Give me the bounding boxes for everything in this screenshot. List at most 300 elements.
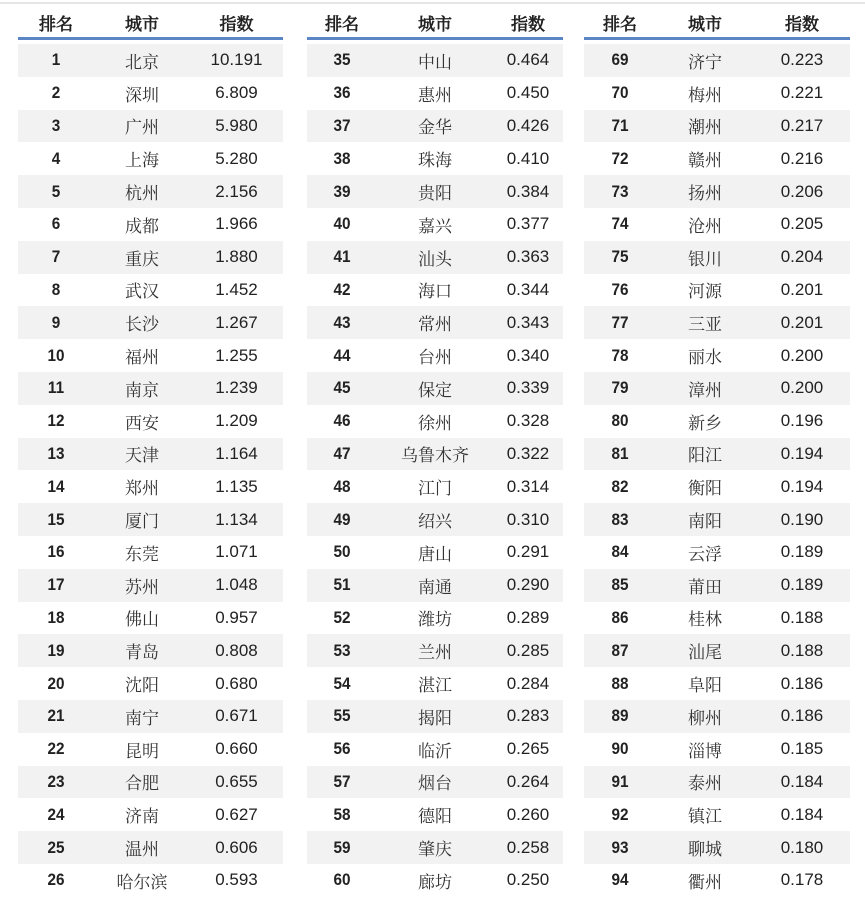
rank-cell: 94	[611, 870, 629, 890]
table-row	[584, 372, 850, 405]
rank-cell: 5	[51, 181, 61, 201]
index-value: 0.808	[215, 640, 258, 660]
rank-cell: 49	[333, 509, 351, 529]
table-row	[584, 634, 850, 667]
index-value: 0.593	[215, 870, 258, 890]
rank-cell: 51	[333, 575, 351, 595]
city-cell: 桂林	[688, 610, 722, 631]
index-value: 2.156	[215, 181, 258, 201]
table-row	[307, 208, 563, 241]
city-cell: 潮州	[688, 118, 722, 139]
rank-cell: 41	[333, 247, 351, 267]
table-row	[584, 306, 850, 339]
rank-cell: 38	[333, 148, 351, 168]
index-value: 0.363	[506, 247, 550, 267]
table-row	[584, 175, 850, 208]
table-row	[18, 175, 283, 208]
rank-cell: 12	[47, 411, 65, 431]
city-cell: 肇庆	[418, 840, 452, 861]
city-cell: 哈尔滨	[116, 872, 168, 893]
city-cell: 南宁	[125, 708, 159, 729]
city-cell: 烟台	[418, 774, 452, 795]
rank-cell: 8	[51, 279, 61, 299]
table-row	[307, 77, 563, 110]
index-value: 0.384	[506, 181, 550, 201]
rank-cell: 72	[611, 148, 629, 168]
table-row	[307, 503, 563, 536]
table-row	[584, 503, 850, 536]
table-row	[18, 503, 283, 536]
city-cell: 徐州	[418, 413, 452, 434]
table-row	[18, 536, 283, 569]
index-value: 0.284	[506, 673, 550, 693]
table-row	[307, 339, 563, 372]
index-value: 1.164	[215, 443, 258, 463]
table-row	[18, 339, 283, 372]
rank-cell: 44	[333, 345, 351, 365]
city-cell: 三亚	[688, 315, 722, 336]
index-value: 1.255	[215, 345, 258, 365]
ranking-table-2	[307, 8, 563, 897]
city-cell: 唐山	[418, 544, 452, 565]
city-cell: 合肥	[125, 774, 159, 795]
rank-cell: 52	[333, 607, 351, 627]
table-row	[584, 864, 850, 897]
table-row	[18, 438, 283, 471]
index-value: 0.265	[506, 739, 550, 759]
table-row	[18, 306, 283, 339]
rank-cell: 81	[611, 443, 629, 463]
rank-cell: 88	[611, 673, 629, 693]
index-value: 0.186	[780, 673, 824, 693]
rank-cell: 45	[333, 378, 351, 398]
rank-cell: 25	[47, 837, 65, 857]
table-row	[307, 667, 563, 700]
table-row	[307, 438, 563, 471]
index-value: 0.189	[780, 575, 824, 595]
rank-header: 排名	[39, 15, 73, 35]
index-value: 0.322	[506, 443, 550, 463]
table-row	[307, 405, 563, 438]
rank-cell: 83	[611, 509, 629, 529]
index-value: 0.464	[506, 50, 550, 70]
index-value: 0.377	[506, 214, 550, 234]
table-row	[18, 470, 283, 503]
city-cell: 西安	[125, 413, 159, 434]
rank-cell: 70	[611, 83, 629, 103]
table-row	[18, 405, 283, 438]
rank-cell: 22	[47, 739, 65, 759]
index-value: 0.178	[780, 870, 824, 890]
city-cell: 潍坊	[418, 610, 452, 631]
rank-cell: 13	[47, 443, 65, 463]
index-value: 0.680	[215, 673, 258, 693]
index-value: 0.180	[780, 837, 824, 857]
index-value: 0.606	[215, 837, 258, 857]
index-value: 0.200	[780, 378, 824, 398]
rank-cell: 24	[47, 804, 65, 824]
rank-cell: 40	[333, 214, 351, 234]
rank-cell: 14	[47, 476, 65, 496]
table-row	[584, 470, 850, 503]
table-header	[18, 8, 283, 40]
rank-cell: 53	[333, 640, 351, 660]
city-cell: 嘉兴	[418, 216, 452, 237]
rank-cell: 73	[611, 181, 629, 201]
table-row	[18, 77, 283, 110]
table-row	[307, 110, 563, 143]
table-row	[584, 667, 850, 700]
index-value: 0.283	[506, 706, 550, 726]
table-row	[584, 438, 850, 471]
city-cell: 银川	[688, 249, 722, 270]
index-value: 0.190	[780, 509, 824, 529]
rank-cell: 3	[51, 115, 61, 135]
rank-cell: 89	[611, 706, 629, 726]
index-header: 指数	[511, 15, 545, 35]
table-row	[584, 536, 850, 569]
rank-cell: 91	[611, 771, 629, 791]
table-row	[307, 241, 563, 274]
table-row	[307, 44, 563, 77]
rank-header: 排名	[325, 15, 359, 35]
city-cell: 云浮	[688, 544, 722, 565]
table-row	[18, 110, 283, 143]
city-cell: 阳江	[688, 446, 722, 467]
city-cell: 新乡	[688, 413, 722, 434]
city-cell: 重庆	[125, 249, 159, 270]
city-cell: 河源	[688, 282, 722, 303]
rank-cell: 15	[47, 509, 65, 529]
table-row	[307, 766, 563, 799]
ranking-table-1	[18, 8, 283, 897]
city-header: 城市	[125, 15, 159, 35]
city-cell: 南通	[418, 577, 452, 598]
table-row	[18, 44, 283, 77]
index-value: 0.205	[780, 214, 824, 234]
city-cell: 温州	[125, 840, 159, 861]
index-value: 5.280	[215, 148, 258, 168]
rank-cell: 37	[333, 115, 351, 135]
table-row	[307, 142, 563, 175]
table-row	[307, 470, 563, 503]
city-cell: 兰州	[418, 643, 452, 664]
index-header: 指数	[219, 15, 254, 35]
table-header	[584, 8, 850, 40]
table-row	[18, 667, 283, 700]
index-value: 0.291	[506, 542, 550, 562]
index-value: 1.452	[215, 279, 258, 299]
city-cell: 汕尾	[688, 643, 722, 664]
rank-cell: 79	[611, 378, 629, 398]
rank-cell: 60	[333, 870, 351, 890]
city-cell: 淄博	[688, 741, 722, 762]
city-cell: 江门	[418, 479, 452, 500]
table-row	[307, 733, 563, 766]
city-cell: 中山	[418, 52, 452, 73]
table-row	[584, 241, 850, 274]
city-cell: 昆明	[125, 741, 159, 762]
table-row	[18, 766, 283, 799]
rank-cell: 85	[611, 575, 629, 595]
rank-cell: 19	[47, 640, 65, 660]
city-cell: 廊坊	[418, 872, 452, 893]
city-header: 城市	[688, 15, 722, 35]
rank-cell: 7	[51, 247, 61, 267]
table-row	[18, 274, 283, 307]
rank-cell: 76	[611, 279, 629, 299]
city-cell: 武汉	[125, 282, 159, 303]
table-row	[307, 798, 563, 831]
city-cell: 镇江	[688, 807, 722, 828]
city-cell: 金华	[418, 118, 452, 139]
table-row	[18, 208, 283, 241]
table-row	[584, 405, 850, 438]
city-cell: 海口	[418, 282, 452, 303]
city-cell: 天津	[125, 446, 159, 467]
rank-cell: 59	[333, 837, 351, 857]
table-row	[18, 864, 283, 897]
table-row	[307, 372, 563, 405]
rank-cell: 86	[611, 607, 629, 627]
index-value: 1.239	[215, 378, 258, 398]
index-value: 0.184	[780, 771, 824, 791]
city-cell: 杭州	[125, 184, 159, 205]
index-value: 0.328	[506, 411, 550, 431]
index-value: 0.201	[780, 279, 824, 299]
index-value: 1.135	[215, 476, 258, 496]
city-cell: 沈阳	[125, 676, 159, 697]
rank-cell: 11	[47, 378, 65, 398]
index-value: 0.223	[780, 50, 824, 70]
index-value: 0.410	[506, 148, 550, 168]
table-row	[307, 306, 563, 339]
index-value: 0.188	[780, 607, 824, 627]
index-value: 0.660	[215, 739, 258, 759]
index-value: 0.290	[506, 575, 550, 595]
rank-cell: 82	[611, 476, 629, 496]
table-row	[18, 733, 283, 766]
rank-cell: 92	[611, 804, 629, 824]
city-cell: 保定	[418, 380, 452, 401]
index-value: 0.221	[780, 83, 824, 103]
city-cell: 青岛	[125, 643, 159, 664]
city-cell: 汕头	[418, 249, 452, 270]
rank-cell: 9	[51, 312, 61, 332]
city-header: 城市	[418, 15, 452, 35]
rank-cell: 75	[611, 247, 629, 267]
rank-cell: 4	[51, 148, 61, 168]
rank-cell: 39	[333, 181, 351, 201]
table-row	[584, 339, 850, 372]
table-row	[307, 864, 563, 897]
rank-cell: 36	[333, 83, 351, 103]
index-value: 0.627	[215, 804, 258, 824]
index-value: 0.194	[780, 443, 824, 463]
rank-cell: 55	[333, 706, 351, 726]
index-value: 6.809	[215, 83, 258, 103]
index-value: 0.310	[506, 509, 550, 529]
rank-cell: 20	[47, 673, 65, 693]
city-cell: 揭阳	[418, 708, 452, 729]
city-cell: 聊城	[688, 840, 722, 861]
index-value: 0.260	[506, 804, 550, 824]
city-cell: 柳州	[688, 708, 722, 729]
rank-cell: 18	[47, 607, 65, 627]
rank-cell: 80	[611, 411, 629, 431]
city-cell: 厦门	[125, 512, 159, 533]
rank-cell: 10	[47, 345, 65, 365]
table-row	[584, 44, 850, 77]
city-cell: 衡阳	[688, 479, 722, 500]
table-row	[307, 831, 563, 864]
city-cell: 莆田	[688, 577, 722, 598]
index-value: 0.189	[780, 542, 824, 562]
index-value: 0.314	[506, 476, 550, 496]
rank-cell: 21	[47, 706, 65, 726]
rank-cell: 6	[51, 214, 61, 234]
city-cell: 佛山	[125, 610, 159, 631]
rank-cell: 69	[611, 50, 629, 70]
city-cell: 乌鲁木齐	[401, 446, 469, 467]
rank-cell: 78	[611, 345, 629, 365]
table-row	[18, 602, 283, 635]
city-cell: 贵阳	[418, 184, 452, 205]
index-value: 0.957	[215, 607, 258, 627]
city-cell: 绍兴	[418, 512, 452, 533]
index-value: 1.209	[215, 411, 258, 431]
table-row	[18, 700, 283, 733]
rank-cell: 2	[51, 83, 61, 103]
rank-cell: 71	[611, 115, 629, 135]
rank-header: 排名	[603, 15, 637, 35]
table-row	[18, 831, 283, 864]
city-cell: 德阳	[418, 807, 452, 828]
rank-cell: 74	[611, 214, 629, 234]
table-row	[307, 569, 563, 602]
rank-cell: 17	[47, 575, 65, 595]
city-cell: 沧州	[688, 216, 722, 237]
city-cell: 阜阳	[688, 676, 722, 697]
table-row	[18, 372, 283, 405]
city-cell: 济宁	[688, 52, 722, 73]
table-row	[584, 142, 850, 175]
rank-cell: 93	[611, 837, 629, 857]
index-header: 指数	[785, 15, 819, 35]
rank-cell: 47	[333, 443, 351, 463]
top-divider	[0, 2, 865, 4]
rank-cell: 54	[333, 673, 351, 693]
rank-cell: 48	[333, 476, 351, 496]
index-value: 0.194	[780, 476, 824, 496]
table-row	[18, 634, 283, 667]
table-row	[307, 274, 563, 307]
index-value: 0.285	[506, 640, 550, 660]
city-cell: 丽水	[688, 348, 722, 369]
city-cell: 珠海	[418, 151, 452, 172]
rank-cell: 84	[611, 542, 629, 562]
rank-cell: 23	[47, 771, 65, 791]
index-value: 1.134	[215, 509, 258, 529]
table-header	[307, 8, 563, 40]
rank-cell: 50	[333, 542, 351, 562]
rank-cell: 42	[333, 279, 351, 299]
table-row	[307, 602, 563, 635]
city-cell: 成都	[125, 216, 159, 237]
index-value: 1.071	[215, 542, 258, 562]
table-row	[584, 700, 850, 733]
city-cell: 东莞	[125, 544, 159, 565]
rank-cell: 57	[333, 771, 351, 791]
city-cell: 广州	[125, 118, 159, 139]
index-value: 0.450	[506, 83, 550, 103]
city-cell: 郑州	[125, 479, 159, 500]
index-value: 0.204	[780, 247, 824, 267]
table-row	[307, 175, 563, 208]
index-value: 0.655	[215, 771, 258, 791]
city-cell: 济南	[125, 807, 159, 828]
city-cell: 泰州	[688, 774, 722, 795]
city-cell: 上海	[125, 151, 159, 172]
rank-cell: 58	[333, 804, 351, 824]
rank-cell: 87	[611, 640, 629, 660]
index-value: 10.191	[210, 50, 263, 70]
city-cell: 湛江	[418, 676, 452, 697]
rank-cell: 56	[333, 739, 351, 759]
table-row	[584, 602, 850, 635]
table-row	[584, 766, 850, 799]
index-value: 1.966	[215, 214, 258, 234]
index-value: 0.344	[506, 279, 550, 299]
index-value: 0.206	[780, 181, 824, 201]
index-value: 0.343	[506, 312, 550, 332]
city-cell: 扬州	[688, 184, 722, 205]
table-row	[18, 569, 283, 602]
index-value: 0.188	[780, 640, 824, 660]
table-row	[18, 241, 283, 274]
index-value: 0.340	[506, 345, 550, 365]
table-row	[584, 274, 850, 307]
index-value: 0.264	[506, 771, 550, 791]
table-row	[18, 798, 283, 831]
index-value: 0.200	[780, 345, 824, 365]
table-row	[584, 208, 850, 241]
rank-cell: 1	[51, 50, 61, 70]
index-value: 0.671	[215, 706, 258, 726]
index-value: 0.216	[780, 148, 824, 168]
table-row	[584, 77, 850, 110]
rank-cell: 16	[47, 542, 65, 562]
city-cell: 北京	[125, 52, 159, 73]
index-value: 0.289	[506, 607, 550, 627]
rank-cell: 46	[333, 411, 351, 431]
index-value: 0.184	[780, 804, 824, 824]
rank-cell: 43	[333, 312, 351, 332]
city-cell: 台州	[418, 348, 452, 369]
table-row	[307, 536, 563, 569]
city-cell: 梅州	[688, 85, 722, 106]
index-value: 0.258	[506, 837, 550, 857]
city-cell: 长沙	[125, 315, 159, 336]
index-value: 0.426	[506, 115, 550, 135]
index-value: 0.201	[780, 312, 824, 332]
city-cell: 福州	[125, 348, 159, 369]
city-cell: 衢州	[688, 872, 722, 893]
index-value: 0.196	[780, 411, 824, 431]
index-value: 0.186	[780, 706, 824, 726]
index-value: 0.339	[506, 378, 550, 398]
city-cell: 临沂	[418, 741, 452, 762]
